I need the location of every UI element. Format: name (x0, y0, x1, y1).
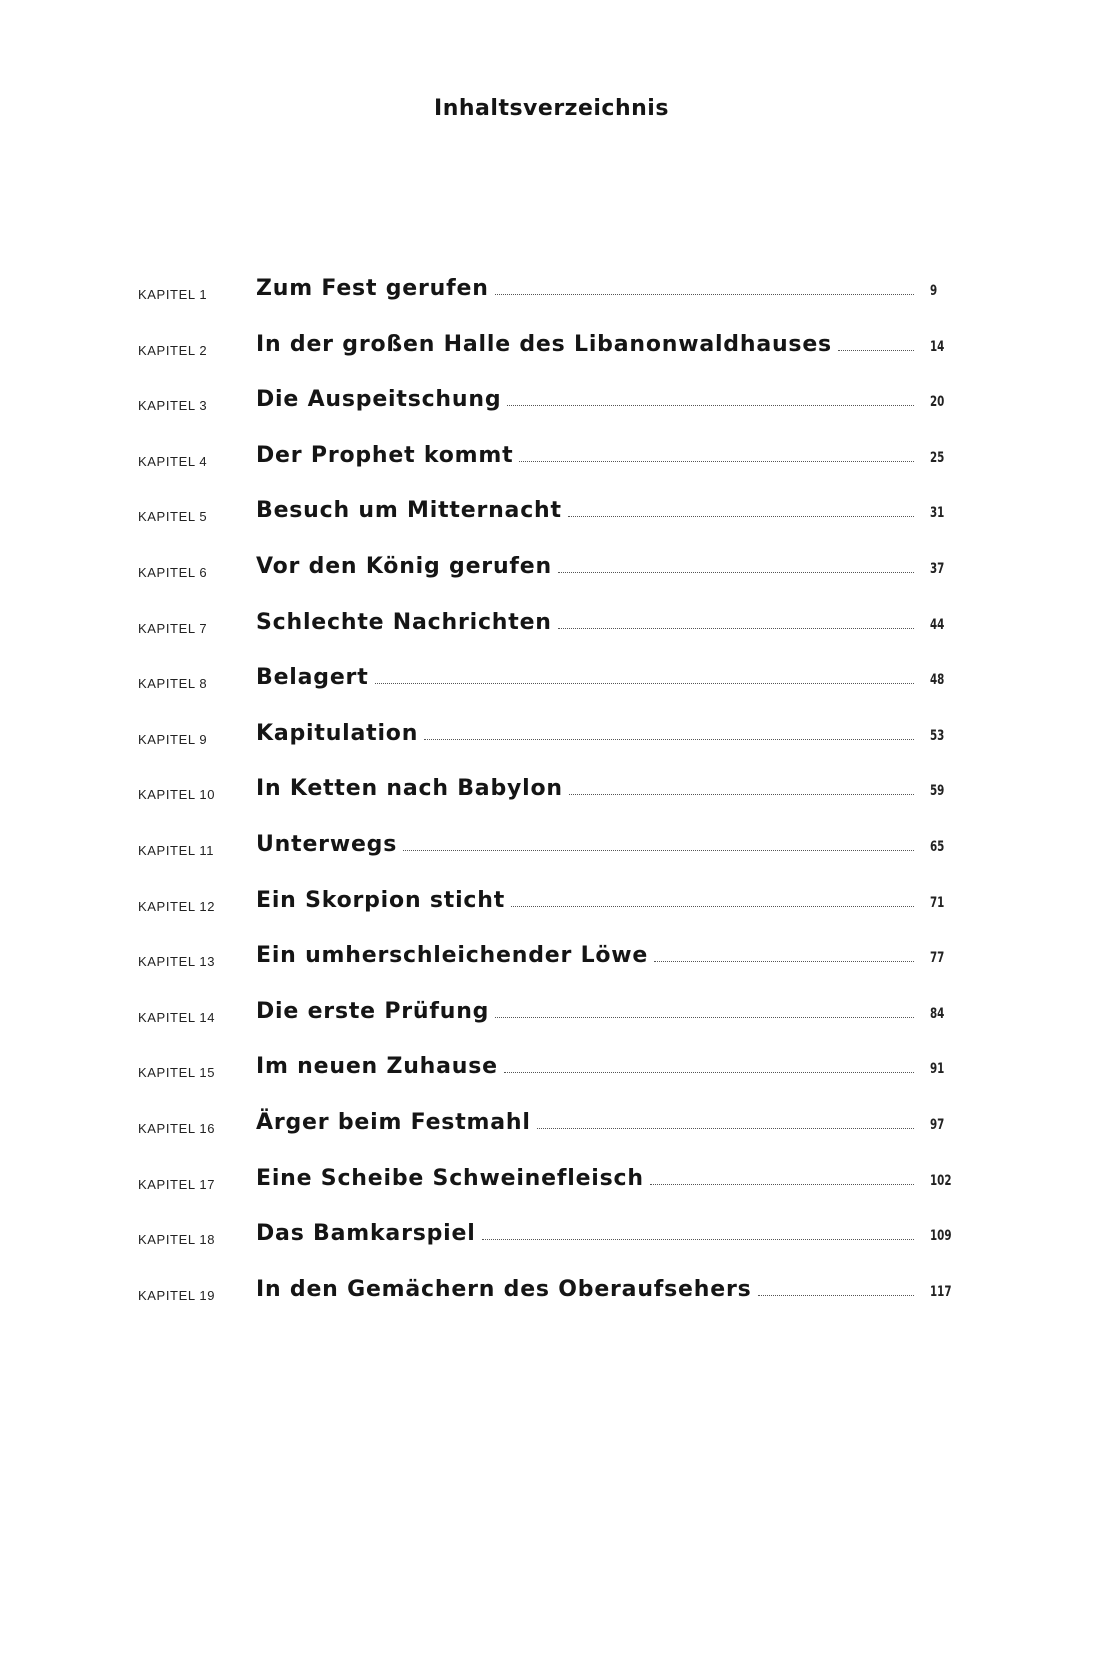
dot-leader (495, 293, 914, 295)
toc-entry[interactable] (0, 715, 1103, 771)
title-line (256, 665, 914, 690)
title-line (256, 1054, 914, 1079)
page-number: 59 (930, 783, 945, 800)
toc-entry[interactable] (0, 659, 1103, 715)
title-line (256, 387, 914, 412)
title-line (256, 610, 914, 635)
toc-entry[interactable] (0, 1104, 1103, 1160)
chapter-title[interactable]: In den Gemächern des Oberaufsehers (256, 1276, 752, 1302)
page-number: 37 (930, 560, 945, 577)
title-line (256, 721, 914, 746)
dot-leader (511, 905, 914, 907)
toc-entry[interactable] (0, 326, 1103, 382)
chapter-label: KAPITEL 5 (138, 509, 208, 525)
title-line (256, 1277, 914, 1302)
chapter-title[interactable]: Vor den König gerufen (256, 553, 552, 579)
page-number: 71 (930, 894, 945, 911)
toc-entry[interactable] (0, 826, 1103, 882)
dot-leader (495, 1016, 914, 1018)
page-number: 65 (930, 838, 945, 855)
chapter-label: KAPITEL 2 (138, 342, 208, 358)
chapter-title[interactable]: Unterwegs (256, 831, 398, 857)
chapter-label: KAPITEL 10 (138, 787, 216, 803)
chapter-title[interactable]: Eine Scheibe Schweinefleisch (256, 1165, 644, 1191)
page-number: 25 (930, 449, 945, 466)
dot-leader (558, 627, 914, 629)
chapter-title[interactable]: In Ketten nach Babylon (256, 776, 563, 802)
chapter-label: KAPITEL 8 (138, 676, 208, 692)
page-number: 97 (930, 1116, 945, 1133)
title-line (256, 888, 914, 913)
title-line (256, 554, 914, 579)
chapter-label: KAPITEL 18 (138, 1232, 216, 1248)
dot-leader (650, 1183, 914, 1185)
chapter-label: KAPITEL 15 (138, 1065, 216, 1081)
page-number: 117 (930, 1283, 952, 1300)
title-line (256, 332, 914, 357)
chapter-label: KAPITEL 7 (138, 620, 208, 636)
dot-leader (482, 1238, 914, 1240)
page-number: 9 (930, 283, 938, 299)
dot-leader (424, 738, 914, 740)
chapter-label: KAPITEL 13 (138, 954, 216, 970)
dot-leader (537, 1127, 914, 1129)
dot-leader (758, 1294, 914, 1296)
dot-leader (558, 571, 914, 573)
chapter-label: KAPITEL 11 (138, 842, 215, 858)
chapter-title[interactable]: Der Prophet kommt (256, 442, 514, 468)
page-number: 31 (930, 505, 945, 522)
toc-entry[interactable] (0, 882, 1103, 938)
title-line (256, 1110, 914, 1135)
page-number: 102 (930, 1172, 952, 1189)
page-number: 91 (930, 1061, 945, 1078)
chapter-title[interactable]: In der großen Halle des Libanonwaldhauses (256, 331, 832, 357)
chapter-title[interactable]: Ein Skorpion sticht (256, 887, 506, 913)
title-line (256, 443, 914, 468)
page-number: 109 (930, 1228, 952, 1245)
chapter-label: KAPITEL 9 (138, 731, 208, 747)
chapter-label: KAPITEL 16 (138, 1120, 216, 1136)
toc-entry[interactable] (0, 1048, 1103, 1104)
toc-entry[interactable] (0, 270, 1103, 326)
dot-leader (568, 515, 914, 517)
title-line (256, 276, 914, 301)
chapter-label: KAPITEL 3 (138, 398, 208, 414)
toc-entry[interactable] (0, 770, 1103, 826)
chapter-label: KAPITEL 19 (138, 1287, 216, 1303)
page-number: 14 (930, 338, 945, 355)
toc-entry[interactable] (0, 993, 1103, 1049)
title-line (256, 776, 914, 801)
dot-leader (507, 404, 914, 406)
title-line (256, 1221, 914, 1246)
chapter-label: KAPITEL 17 (138, 1176, 216, 1192)
toc-entry[interactable] (0, 492, 1103, 548)
chapter-title[interactable]: Die Auspeitschung (256, 387, 502, 413)
chapter-label: KAPITEL 12 (138, 898, 216, 914)
chapter-title[interactable]: Kapitulation (256, 720, 419, 746)
title-line (256, 999, 914, 1024)
page-number: 84 (930, 1005, 945, 1022)
chapter-label: KAPITEL 14 (138, 1009, 216, 1025)
dot-leader (569, 793, 914, 795)
page-number: 48 (930, 672, 945, 689)
page-number: 53 (930, 727, 945, 744)
page-title: Inhaltsverzeichnis (434, 96, 669, 121)
chapter-label: KAPITEL 4 (138, 453, 208, 469)
toc-entry[interactable] (0, 381, 1103, 437)
dot-leader (519, 460, 914, 462)
chapter-title[interactable]: Besuch um Mitternacht (256, 498, 562, 524)
chapter-label: KAPITEL 6 (138, 564, 208, 580)
chapter-title[interactable]: Ärger beim Festmahl (256, 1109, 531, 1135)
page-number: 20 (930, 394, 945, 411)
chapter-title[interactable]: Im neuen Zuhause (256, 1054, 498, 1080)
dot-leader (838, 349, 914, 351)
title-line (256, 832, 914, 857)
toc-entry[interactable] (0, 1215, 1103, 1271)
toc-entry[interactable] (0, 437, 1103, 493)
dot-leader (403, 849, 914, 851)
chapter-title[interactable]: Ein umherschleichender Löwe (256, 943, 649, 969)
chapter-title[interactable]: Zum Fest gerufen (256, 276, 489, 301)
title-line (256, 1166, 914, 1191)
chapter-title[interactable]: Schlechte Nachrichten (256, 609, 552, 635)
chapter-title[interactable]: Belagert (256, 665, 369, 691)
chapter-title[interactable]: Das Bamkarspiel (256, 1221, 476, 1247)
dot-leader (375, 682, 914, 684)
title-line (256, 498, 914, 523)
toc-entry[interactable] (0, 548, 1103, 604)
toc-entry[interactable] (0, 604, 1103, 660)
title-line (256, 943, 914, 968)
chapter-title[interactable]: Die erste Prüfung (256, 998, 490, 1024)
page-number: 77 (930, 950, 945, 967)
toc-entry[interactable] (0, 1271, 1103, 1327)
dot-leader (654, 960, 914, 962)
dot-leader (504, 1071, 914, 1073)
table-of-contents (0, 270, 1103, 1326)
toc-entry[interactable] (0, 937, 1103, 993)
chapter-label: KAPITEL 1 (138, 287, 208, 302)
toc-entry[interactable] (0, 1160, 1103, 1216)
page-number: 44 (930, 616, 945, 633)
